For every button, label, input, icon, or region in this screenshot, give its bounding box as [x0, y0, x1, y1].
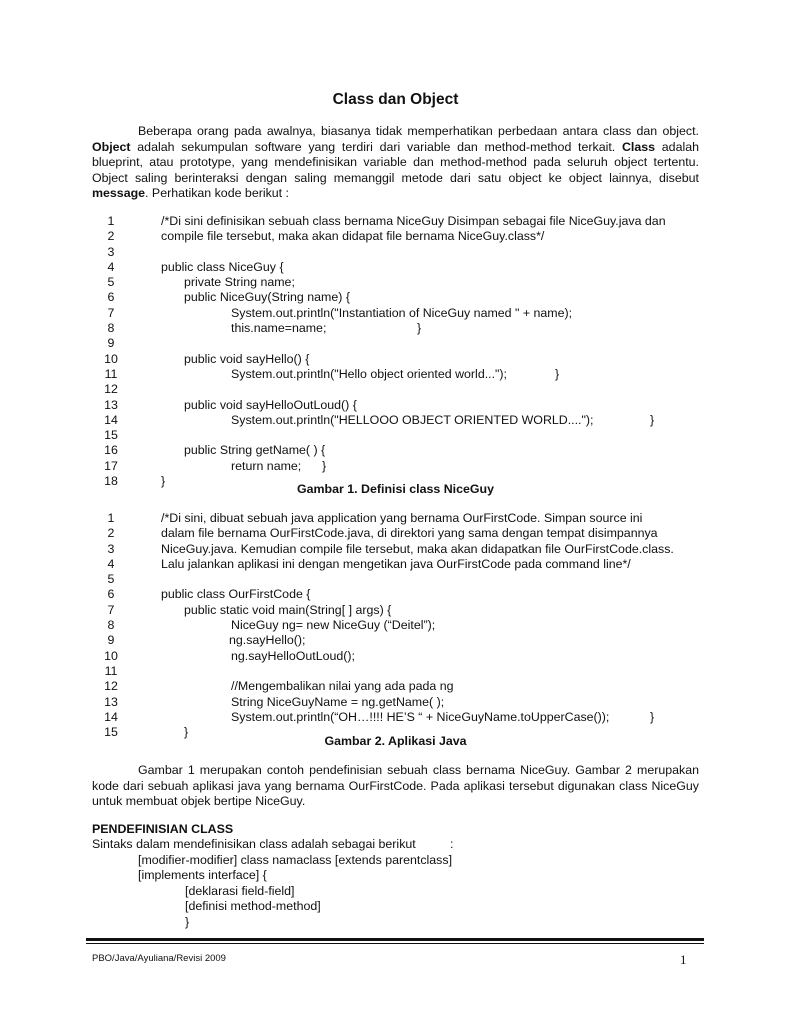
code-line [92, 664, 712, 679]
code-listing-niceguy [92, 214, 712, 489]
code-line [92, 367, 712, 382]
intro-text-2: adalah sekumpulan software yang terdiri dari variable dan method-method terkait. [130, 139, 622, 154]
code-line [92, 459, 712, 474]
code-line [92, 572, 712, 587]
code-line [92, 695, 712, 710]
line-number: 17 [104, 458, 118, 473]
line-number: 13 [104, 694, 118, 709]
figure-caption-2: Gambar 2. Aplikasi Java [324, 734, 467, 748]
line-number: 13 [104, 397, 118, 412]
code-text: dalam file bernama OurFirstCode.java, di direktori yang sama dengan tempat disimpannya [161, 526, 658, 541]
line-number: 7 [107, 602, 115, 617]
syntax-line: [deklarasi field-field] [185, 883, 295, 898]
code-line [92, 214, 712, 229]
line-number: 4 [107, 259, 115, 274]
code-line [92, 618, 712, 633]
syntax-intro: Sintaks dalam mendefinisikan class adalah sebagai berikut [92, 837, 416, 851]
code-line [92, 260, 712, 275]
syntax-line: [definisi method-method] [185, 899, 321, 913]
code-line [92, 245, 712, 260]
code-text: /*Di sini, dibuat sebuah java application yang bernama OurFirstCode. Simpan source ini [161, 511, 643, 525]
code-line [92, 542, 712, 557]
code-line [92, 398, 712, 413]
code-line [92, 290, 712, 305]
line-number: 6 [107, 290, 115, 305]
code-line [92, 603, 712, 618]
code-text: System.out.println("HELLOOO OBJECT ORIENTED WORLD...."); [231, 412, 594, 427]
syntax-block [92, 837, 452, 930]
code-text: public void sayHello() { [184, 351, 310, 366]
line-number: 9 [107, 336, 115, 351]
code-line [92, 413, 712, 428]
code-line [92, 336, 712, 351]
term-object: Object [92, 139, 131, 154]
intro-text-4: . Perhatikan kode berikut : [145, 186, 289, 200]
code-line [92, 633, 712, 648]
code-text: return name; [231, 458, 302, 473]
code-text: String NiceGuyName = ng.getName( ); [231, 694, 445, 709]
line-number: 11 [104, 366, 118, 381]
code-text: System.out.println("Instantiation of NiceGuy named " + name); [231, 305, 573, 320]
code-text: public void sayHelloOutLoud() { [184, 397, 357, 412]
code-line [92, 306, 712, 321]
code-text: Lalu jalankan aplikasi ini dengan mengetikan java OurFirstCode pada command line*/ [161, 556, 631, 571]
code-line [92, 321, 712, 336]
code-text: } [161, 474, 166, 489]
summary-paragraph [92, 763, 699, 810]
code-text: public class OurFirstCode { [161, 587, 311, 602]
line-number: 12 [104, 382, 118, 397]
code-line [92, 511, 712, 526]
line-number: 3 [107, 244, 115, 259]
code-text: System.out.println("Hello object oriented world..."); [231, 366, 508, 381]
line-number: 8 [107, 321, 115, 336]
code-line [92, 557, 712, 572]
line-number: 10 [104, 648, 118, 663]
line-number: 5 [107, 275, 115, 290]
line-number: 18 [104, 474, 118, 489]
code-text: ng.sayHello(); [229, 633, 306, 648]
line-number: 15 [104, 725, 118, 740]
code-line [92, 382, 712, 397]
syntax-line: [implements interface] { [138, 868, 267, 882]
line-number: 12 [104, 679, 118, 694]
code-text: compile file tersebut, maka akan didapat file bernama NiceGuy.class*/ [161, 229, 545, 244]
code-text: private String name; [184, 275, 295, 290]
line-number: 8 [107, 618, 115, 633]
line-number: 14 [104, 412, 118, 427]
section-heading: PENDEFINISIAN CLASS [92, 822, 234, 836]
line-number: 15 [104, 428, 118, 443]
code-line [92, 649, 712, 664]
code-line [92, 352, 712, 367]
code-line [92, 526, 712, 541]
intro-text-3: adalah blueprint, atau prototype, yang mendefinisikan variable dan method-method pada seluruh object tertentu. Object saling berinteraksi dengan saling memanggil metode dari satu object ke object lainnya, disebut [92, 139, 699, 185]
closing-brace: } [555, 366, 560, 381]
line-number: 14 [104, 709, 118, 724]
syntax-colon: : [450, 837, 454, 851]
line-number: 10 [104, 351, 118, 366]
code-text: public class NiceGuy { [161, 259, 284, 274]
code-line [92, 587, 712, 602]
page-number: 1 [680, 952, 687, 967]
footer-rule-thin [86, 943, 704, 944]
summary-text: Gambar 1 merupakan contoh pendefinisian sebuah class bernama NiceGuy. Gambar 2 merupakan kode dari sebuah aplikasi java yang bernama OurFirstCode. Pada aplikasi tersebut digunakan class NiceGuy untuk membuat objek bertipe NiceGuy. [92, 763, 699, 808]
closing-brace: } [417, 321, 422, 336]
line-number: 6 [107, 587, 115, 602]
figure-caption-1: Gambar 1. Definisi class NiceGuy [297, 482, 494, 496]
closing-brace: } [322, 458, 327, 473]
line-number: 11 [104, 663, 118, 678]
line-number: 4 [107, 556, 115, 571]
line-number: 1 [107, 511, 115, 525]
code-text: public static void main(String[ ] args) { [184, 602, 392, 617]
line-number: 2 [107, 526, 115, 541]
code-text: public String getName( ) { [184, 443, 326, 458]
syntax-line: } [185, 914, 190, 929]
code-line [92, 275, 712, 290]
intro-paragraph [92, 124, 699, 202]
term-message: message [92, 186, 146, 200]
code-line [92, 710, 712, 725]
code-line [92, 443, 712, 458]
code-text: public NiceGuy(String name) { [184, 290, 350, 305]
closing-brace: } [650, 709, 655, 724]
code-text: } [184, 725, 189, 740]
line-number: 9 [107, 633, 115, 648]
code-listing-ourfirstcode [92, 511, 712, 740]
intro-text-1: Beberapa orang pada awalnya, biasanya tidak memperhatikan perbedaan antara class dan object. [138, 124, 699, 138]
code-text: //Mengembalikan nilai yang ada pada ng [231, 679, 454, 694]
footer-text: PBO/Java/Ayuliana/Revisi 2009 [92, 953, 226, 964]
code-text: System.out.println(“OH…!!!! HE’S “ + NiceGuyName.toUpperCase()); [231, 709, 610, 724]
line-number: 2 [107, 229, 115, 244]
code-line [92, 428, 712, 443]
code-text: /*Di sini definisikan sebuah class bernama NiceGuy Disimpan sebagai file NiceGuy.java dan [161, 214, 666, 228]
footer-rule [86, 938, 704, 941]
page-title: Class dan Object [332, 91, 459, 108]
syntax-line: [modifier-modifier] class namaclass [extends parentclass] [138, 852, 453, 867]
line-number: 1 [107, 214, 115, 228]
term-class: Class [621, 139, 656, 154]
closing-brace: } [650, 412, 655, 427]
code-line [92, 679, 712, 694]
code-text: this.name=name; [231, 321, 327, 336]
code-text: ng.sayHelloOutLoud(); [231, 648, 355, 663]
code-text: NiceGuy ng= new NiceGuy (“Deitel”); [231, 618, 436, 633]
code-line [92, 229, 712, 244]
line-number: 3 [107, 541, 115, 556]
line-number: 16 [104, 443, 118, 458]
code-text: NiceGuy.java. Kemudian compile file tersebut, maka akan didapatkan file OurFirstCode.class. [161, 541, 674, 556]
line-number: 7 [107, 305, 115, 320]
line-number: 5 [107, 572, 115, 587]
